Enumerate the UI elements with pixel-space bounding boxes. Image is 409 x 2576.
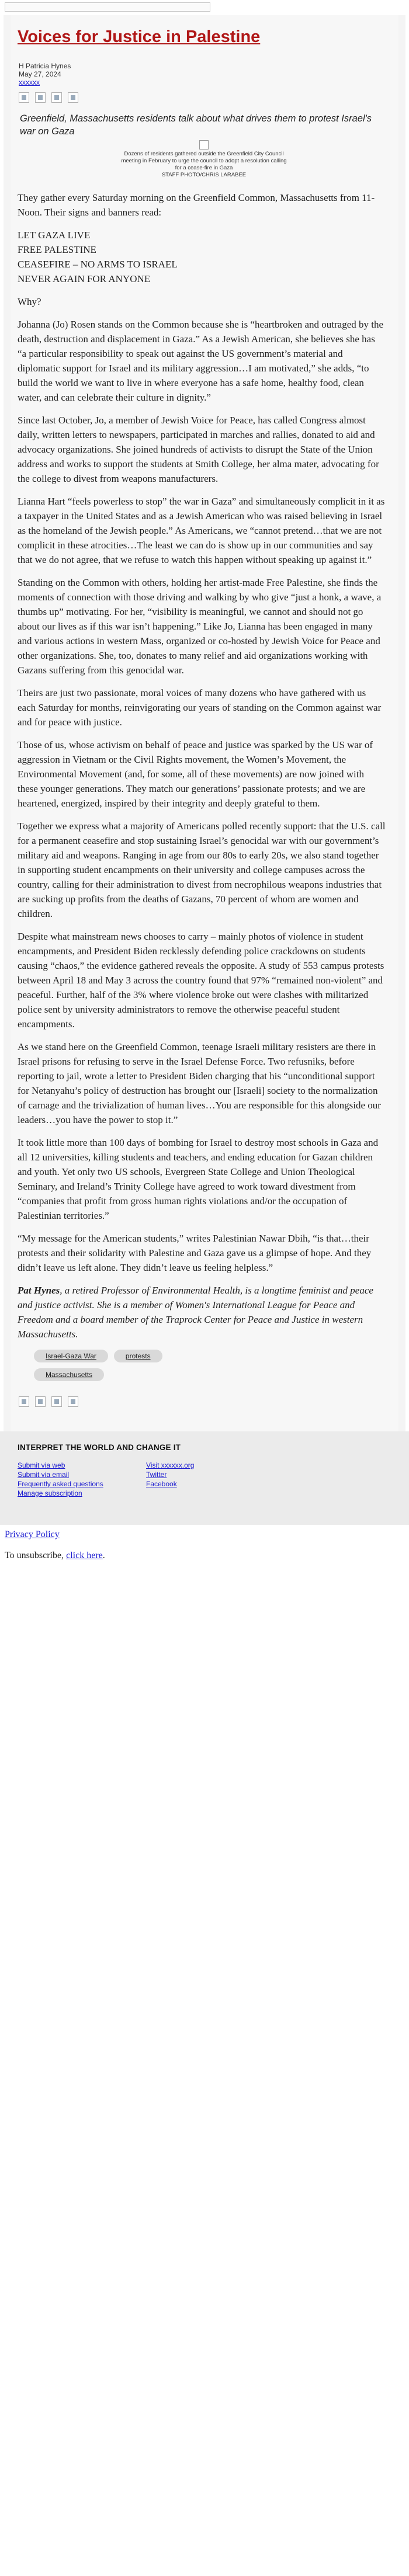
photo-icon xyxy=(199,140,209,150)
footer-links-right xyxy=(146,1461,194,1489)
article-lede: Greenfield, Massachusetts residents talk about what drives them to protest Israel's war on Gaza xyxy=(20,113,372,137)
sign-text: LET GAZA LIVE xyxy=(18,230,91,241)
source-link[interactable]: xxxxxx xyxy=(19,78,40,86)
unsubscribe-link[interactable]: click here xyxy=(66,1551,103,1560)
share-icon[interactable] xyxy=(51,1396,62,1407)
paragraph: Together we express what a majority of Americans polled recently support: that the U.S. call for a permanent ceasefire and stop sustaining Israel’s genocidal war with our government’s military aid and weapons. Ranging in age from our 80s to early 20s, we also stand together in supporting student encampments on their university and college campuses across the country, calling for their administration to divest from necrophilous weapons industries that are sucking up profits from the deaths of Gazans, 70 percent of whom are women and children. xyxy=(18,821,386,919)
article-title[interactable]: Voices for Justice in Palestine xyxy=(18,27,261,46)
paragraph: Despite what mainstream news chooses to carry – mainly photos of violence in student encampments, and President Biden recklessly defending police crackdowns on students causing “chaos,” the evidence gathered reveals the opposite. A study of 553 campus protests between April 18 and May 3 across the country found that 97% “remained non-violent” and peaceful. Further, half of the 3% where violence broke out were clashes with militarized police sent by university administrators to remove the otherwise peaceful student encampments. xyxy=(18,931,384,1030)
manage-subscription-link[interactable]: Manage subscription xyxy=(18,1489,82,1497)
share-buttons xyxy=(19,92,84,104)
paragraph: They gather every Saturday morning on the Greenfield Common, Massachusetts from 11-Noon. Their signs and banners read: xyxy=(18,192,375,218)
article-card xyxy=(4,15,405,1431)
source-link-wrap xyxy=(19,78,40,86)
photo-caption: Dozens of residents gathered outside the Greenfield City Council meeting in February to urge the council to adopt a resolution calling for a cease-fire in Gaza xyxy=(121,151,287,171)
top-banner xyxy=(0,0,409,13)
footer-title: INTERPRET THE WORLD AND CHANGE IT xyxy=(18,1443,181,1452)
unsubscribe-suffix: . xyxy=(102,1551,105,1560)
facebook-link[interactable]: Facebook xyxy=(146,1480,177,1488)
share-icon[interactable] xyxy=(19,92,29,103)
paragraph: Theirs are just two passionate, moral voices of many dozens who have gathered with us each Saturday for months, reinvigorating our years of standing on the Common against war and for peace with justice. xyxy=(18,687,382,728)
bio-name: Pat Hynes xyxy=(18,1285,60,1296)
twitter-link[interactable]: Twitter xyxy=(146,1470,167,1479)
tag-link[interactable]: Israel-Gaza War xyxy=(34,1350,108,1362)
tag-link[interactable]: Massachusetts xyxy=(34,1368,104,1381)
paragraph: Since last October, Jo, a member of Jewish Voice for Peace, has called Congress almost daily, written letters to newspapers, participated in marches and rallies, donated to aid and advocacy organizations. She joined hundreds of activists to disrupt the State of the Union address and works to support the students at Smith College, her alma mater, advocating for the college to divest from weapons manufacturers. xyxy=(18,415,379,484)
faq-link[interactable]: Frequently asked questions xyxy=(18,1480,103,1488)
paragraph: “My message for the American students,” writes Palestinian Nawar Dbih, “is that…their protests and their solidarity with Palestine and Gaza gave us a glimpse of hope. And they didn’t leave us left alone. They didn’t leave us feeling helpless.” xyxy=(18,1233,372,1273)
tag-link[interactable]: protests xyxy=(114,1350,162,1362)
photo-credit: STAFF PHOTO/CHRIS LARABEE xyxy=(161,172,247,178)
tag-list xyxy=(34,1350,384,1387)
submit-web-link[interactable]: Submit via web xyxy=(18,1461,65,1469)
footer xyxy=(0,1431,409,1525)
unsubscribe-prefix: To unsubscribe, xyxy=(5,1551,67,1560)
sign-text: NEVER AGAIN FOR ANYONE xyxy=(18,273,151,284)
share-buttons-bottom xyxy=(19,1396,84,1407)
share-icon[interactable] xyxy=(68,92,78,103)
paragraph: Lianna Hart “feels powerless to stop” the war in Gaza” and simultaneously complicit in it as a taxpayer in the United States and as a Jewish American who was raised believing in Israel as the homeland of the Jewish people.” As Americans, we “cannot pretend…that we are not complicit in these atrocities…The least we can do is show up in our communities and say that we do not agree, that we refuse to watch this happen without speaking up against it.” xyxy=(18,496,385,565)
unsubscribe-text xyxy=(5,1551,105,1561)
paragraph: Standing on the Common with others, holding her artist-made Free Palestine, she finds the moments of connection with those driving and walking by who give “just a honk, a wave, a thumbs up” motivating. For her, “visibility is meaningful, we cannot and should not go about our lives as if this war isn’t happening.” Like Jo, Lianna has been engaged in many and various actions in western Mass, organized or co-hosted by Jewish Voice for Peace and other organizations. She, too, donates to many relief and aid organizations working with Gazans suffering from this genocidal war. xyxy=(18,577,382,676)
share-icon[interactable] xyxy=(35,92,46,103)
article-content xyxy=(11,15,398,1431)
share-icon[interactable] xyxy=(68,1396,78,1407)
article-photo xyxy=(119,140,289,179)
share-icon[interactable] xyxy=(35,1396,46,1407)
share-icon[interactable] xyxy=(19,1396,29,1407)
privacy-policy-link[interactable]: Privacy Policy xyxy=(5,1529,60,1539)
banner-image-placeholder xyxy=(5,2,210,12)
publish-date: May 27, 2024 xyxy=(19,70,61,78)
sign-text: FREE PALESTINE xyxy=(18,244,96,255)
author-bio xyxy=(18,1283,386,1341)
paragraph: Why? xyxy=(18,296,41,307)
share-icon[interactable] xyxy=(51,92,62,103)
submit-email-link[interactable]: Submit via email xyxy=(18,1470,70,1479)
signs-list xyxy=(18,228,386,286)
bio-text: , a retired Professor of Environmental Health, is a longtime feminist and peace and justice activist. She is a member of Women's International League for Peace and Freedom and a board member of the Traprock Center for Peace and Justice in western Massachusetts. xyxy=(18,1285,373,1340)
paragraph: As we stand here on the Greenfield Common, teenage Israeli military resisters are there in Israel prisons for refusing to serve in the Israel Defense Force. Two refusniks, before reporting to jail, wrote a letter to President Biden charging that his “unconditional support for Netanyahu’s policy of destruction has brought our [Israeli] society to the normalization of carnage and the trivialization of human lives…You are responsible for this alongside our leaders…you have the power to stop it.” xyxy=(18,1041,381,1125)
paragraph: Johanna (Jo) Rosen stands on the Common because she is “heartbroken and outraged by the death, destruction and displacement in Gaza.” As a Jewish American, she believes she has “a particular responsibility to speak out against the US government’s material and diplomatic support for Israel and its military aggression…I am motivated,” she adds, “to build the world we want to live in where everyone has a safe home, healthy food, clean water, and can celebrate their culture in dignity.” xyxy=(18,319,384,403)
author: H Patricia Hynes xyxy=(19,62,71,70)
paragraph: Those of us, whose activism on behalf of peace and justice was sparked by the US war of aggression in Vietnam or the Civil Rights movement, the Women’s Movement, the Environmental Movement (and, for some, all of these movements) are now joined with these younger generations. They match our generations’ passionate protests; and we are heartened, energized, inspired by their integrity and deeply grateful to them. xyxy=(18,739,373,809)
sign-text: CEASEFIRE – NO ARMS TO ISRAEL xyxy=(18,259,178,270)
paragraph: It took little more than 100 days of bombing for Israel to destroy most schools in Gaza and all 12 universities, killing students and teachers, and ending education for Gazan children and youth. Yet only two US schools, Evergreen State College and Union Theological Seminary, and Ireland’s Trinity College have agreed to work toward divestment from “companies that profit from gross human rights violations and/or the occupation of Palestinian territories.” xyxy=(18,1137,379,1221)
visit-site-link[interactable]: Visit xxxxxx.org xyxy=(146,1461,195,1469)
footer-links-left xyxy=(18,1461,103,1498)
